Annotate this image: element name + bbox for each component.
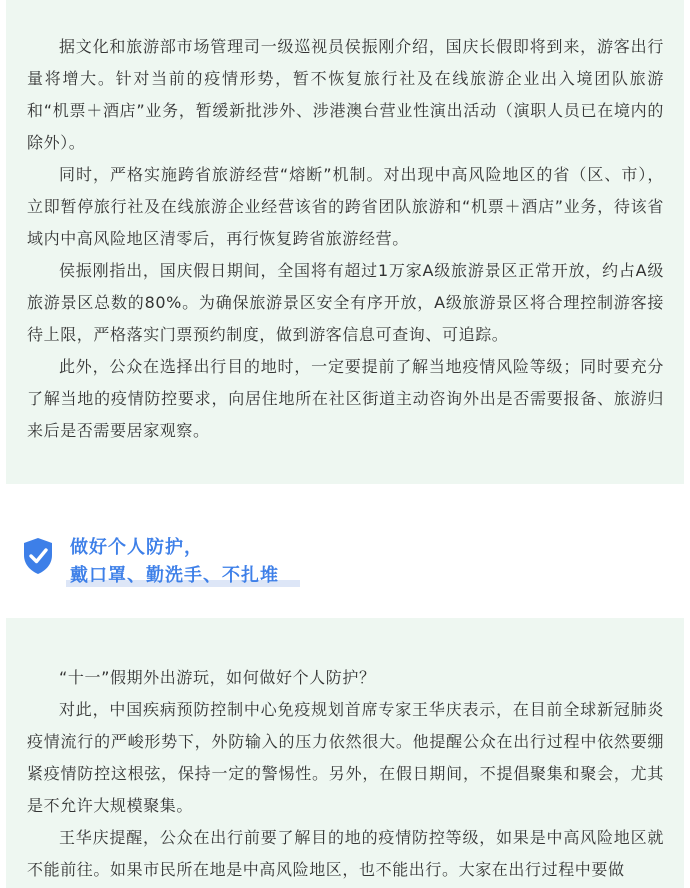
paragraph: 据文化和旅游部市场管理司一级巡视员侯振刚介绍，国庆长假即将到来，游客出行量将增大。针对当前的疫情形势，暂不恢复旅行社及在线旅游企业出入境团队旅游和“机票＋酒店”业务，暂缓新批涉外、涉港澳台营业性演出活动（演职人员已在境内的除外）。 [27,37,664,152]
article-section-2 [6,618,684,888]
heading-line-2: 戴口罩、勤洗手、不扎堆 [70,565,279,586]
article-section-1 [6,0,684,484]
paragraph: 侯振刚指出，国庆假日期间，全国将有超过1万家A级旅游景区正常开放，约占A级旅游景区总数的80%。为确保旅游景区安全有序开放，A级旅游景区将合理控制游客接待上限，严格落实门票预约制度，做到游客信息可查询、可追踪。 [27,261,664,344]
paragraph: 此外，公众在选择出行目的地时，一定要提前了解当地疫情风险等级；同时要充分了解当地的疫情防控要求，向居住地所在社区街道主动咨询外出是否需要报备、旅游归来后是否需要居家观察。 [27,357,664,440]
paragraph: 对此，中国疾病预防控制中心免疫规划首席专家王华庆表示，在目前全球新冠肺炎疫情流行的严峻形势下，外防输入的压力依然很大。他提醒公众在出行过程中依然要绷紧疫情防控这根弦，保持一定的警惕性。另外，在假日期间，不提倡聚集和聚会，尤其是不允许大规模聚集。 [27,700,664,815]
section-heading [22,531,322,591]
paragraph: 王华庆提醒，公众在出行前要了解目的地的疫情防控等级，如果是中高风险地区就不能前往。如果市民所在地是中高风险地区，也不能出行。大家在出行过程中要做 [27,828,664,879]
heading-line-1: 做好个人防护， [70,537,203,558]
paragraph: “十一”假期外出游玩，如何做好个人防护？ [59,668,376,687]
paragraph: 同时，严格实施跨省旅游经营“熔断”机制。对出现中高风险地区的省（区、市），立即暂停旅行社及在线旅游企业经营该省的跨省团队旅游和“机票＋酒店”业务，待该省域内中高风险地区清零后，再行恢复跨省旅游经营。 [27,165,664,248]
shield-check-icon [22,537,54,575]
